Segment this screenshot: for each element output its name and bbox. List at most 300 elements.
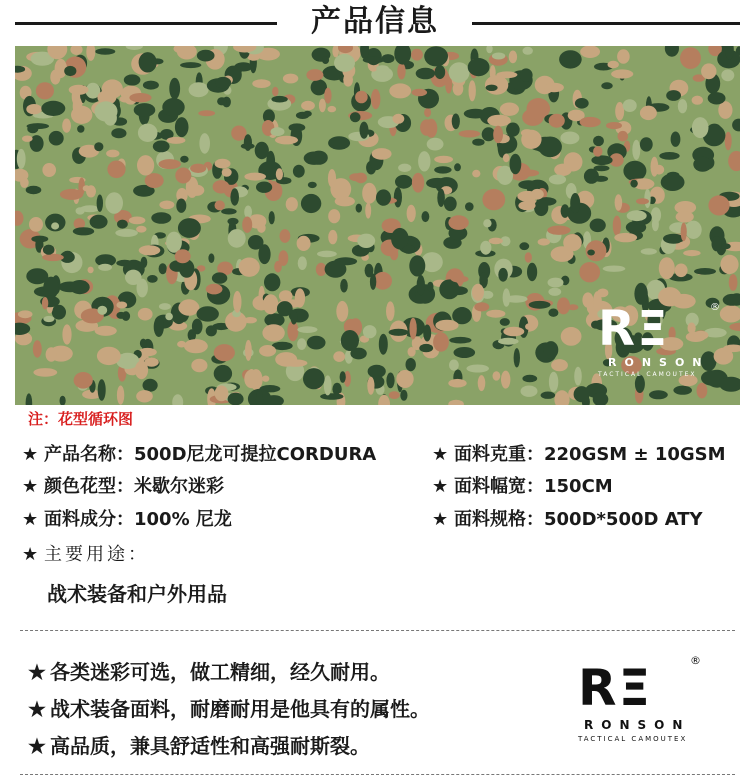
camo-blob: [408, 347, 416, 357]
camo-blob: [206, 284, 223, 295]
camo-blob: [570, 193, 580, 213]
camo-blob: [468, 58, 490, 76]
camo-blob: [486, 46, 492, 53]
camo-blob: [356, 204, 362, 213]
camo-blob: [527, 263, 537, 281]
camo-blob: [632, 140, 640, 160]
camo-blob: [197, 50, 215, 62]
camo-blob: [641, 106, 656, 118]
camo-blob: [378, 395, 390, 405]
camo-blob: [198, 110, 215, 116]
camo-blob: [328, 230, 337, 244]
camo-blob: [549, 175, 566, 185]
camo-blob: [394, 187, 402, 207]
camo-blob: [503, 154, 510, 162]
camo-blob: [166, 232, 182, 253]
camo-blob: [444, 197, 457, 212]
camo-blob: [439, 279, 459, 299]
camo-blob: [459, 130, 481, 137]
camo-blob: [335, 196, 355, 206]
camo-blob: [244, 134, 252, 151]
camo-blob: [611, 69, 633, 78]
camo-blob: [448, 400, 464, 405]
camo-blob: [630, 180, 637, 188]
camo-blob: [76, 207, 85, 214]
camo-blob: [485, 75, 508, 95]
star-icon: ★: [22, 476, 39, 497]
camo-blob: [206, 325, 217, 336]
camo-blob: [498, 338, 519, 345]
camo-blob: [593, 136, 604, 146]
header-line-right: [472, 22, 740, 25]
camo-blob: [551, 359, 568, 371]
camo-blob: [214, 344, 235, 361]
camo-blob: [138, 308, 153, 321]
camo-blob: [178, 218, 201, 238]
camo-blob: [215, 77, 231, 89]
camo-blob: [125, 270, 142, 285]
camo-blob: [262, 324, 284, 341]
camo-blob: [138, 124, 158, 142]
camo-blob: [603, 266, 626, 272]
camo-blob: [43, 245, 55, 255]
camo-blob: [590, 219, 606, 233]
camo-blob: [334, 54, 355, 72]
camo-blob: [310, 151, 328, 165]
camo-blob: [618, 131, 629, 142]
camo-blob: [423, 325, 431, 342]
camo-blob: [396, 370, 413, 388]
camo-blob: [86, 46, 95, 61]
camo-blob: [184, 339, 208, 353]
camo-blob: [683, 250, 700, 256]
brand-logo-overlay: [598, 301, 723, 378]
camo-blob: [107, 161, 125, 179]
camo-blob: [41, 101, 65, 116]
camo-blob: [549, 372, 558, 392]
camo-blob: [661, 173, 685, 191]
camo-blob: [297, 338, 306, 350]
camo-blob: [435, 320, 458, 331]
camo-blob: [343, 73, 353, 87]
camo-blob: [509, 51, 517, 64]
camo-blob: [422, 211, 430, 222]
camo-blob: [320, 393, 343, 400]
camo-blob: [449, 360, 459, 371]
camo-blob: [50, 70, 60, 85]
camo-blob: [389, 83, 411, 98]
camo-blob: [116, 312, 125, 319]
camo-blob: [517, 191, 538, 202]
camo-blob: [486, 310, 505, 318]
camo-blob: [697, 383, 708, 399]
camo-blob: [363, 57, 385, 64]
star-icon: ★: [22, 444, 39, 465]
camo-blob: [307, 336, 326, 350]
camo-blob: [580, 117, 601, 127]
camo-blob: [244, 206, 252, 219]
camo-blob: [454, 163, 461, 171]
camo-blob: [191, 359, 207, 372]
camo-blob: [427, 138, 444, 151]
camo-blob: [239, 258, 260, 277]
camo-blob: [252, 79, 270, 88]
camo-blob: [480, 241, 491, 255]
camo-blob: [721, 243, 731, 249]
camo-blob: [140, 339, 147, 348]
camo-blob: [162, 98, 184, 116]
feature-item: ★ 战术装备面料，耐磨耐用是他具有的属性。: [28, 697, 430, 721]
camo-blob: [406, 358, 416, 371]
camo-blob: [105, 192, 123, 214]
camo-blob: [418, 151, 430, 171]
spec-width: ★ 面料幅宽：150CM: [432, 476, 613, 497]
camo-blob: [77, 125, 84, 133]
camo-blob: [83, 185, 90, 191]
camo-blob: [449, 337, 471, 344]
camo-blob: [449, 62, 470, 83]
camo-blob: [97, 195, 103, 212]
camo-blob: [94, 142, 103, 151]
camo-blob: [26, 186, 42, 194]
camo-blob: [435, 65, 446, 79]
camo-blob: [424, 108, 431, 117]
camo-blob: [289, 123, 306, 131]
camo-blob: [412, 89, 428, 96]
camo-blob: [510, 154, 522, 175]
camo-blob: [90, 215, 108, 229]
camo-blob: [295, 288, 305, 307]
camo-blob: [518, 180, 538, 189]
camo-blob: [472, 139, 484, 146]
camo-blob: [36, 82, 54, 99]
camo-blob: [33, 340, 42, 357]
camo-blob: [136, 390, 153, 402]
camo-blob: [519, 242, 529, 250]
camo-blob: [561, 204, 570, 218]
camo-blob: [541, 392, 556, 399]
camo-blob: [190, 164, 206, 173]
camo-blob: [544, 83, 564, 92]
camo-blob: [116, 302, 127, 309]
camo-blob: [651, 157, 659, 177]
camo-blob: [534, 199, 548, 216]
camo-blob: [221, 208, 237, 214]
camo-blob: [139, 245, 161, 255]
feature-item: ★ 各类迷彩可选，做工精细，经久耐用。: [28, 660, 390, 684]
camo-blob: [297, 236, 311, 251]
brand-mark: RΞ: [578, 659, 653, 717]
camo-blob: [623, 99, 637, 112]
camo-blob: [27, 125, 38, 134]
star-icon: ★: [22, 509, 39, 530]
spec-weight: ★ 面料克重：220GSM ± 10GSM: [432, 444, 726, 465]
camo-blob: [554, 390, 569, 405]
camo-blob: [397, 63, 405, 80]
camo-blob: [306, 69, 323, 81]
camo-blob: [29, 217, 43, 232]
spec-color-pattern: ★ 颜色花型：米歇尔迷彩: [22, 476, 224, 497]
divider-bottom: [20, 774, 735, 775]
camo-blob: [126, 46, 143, 50]
camo-blob: [694, 268, 716, 275]
registered-mark: ®: [690, 654, 701, 667]
camo-blob: [409, 318, 416, 340]
camo-blob: [587, 250, 595, 256]
camo-blob: [559, 50, 582, 68]
camo-blob: [659, 257, 675, 279]
camo-blob: [255, 142, 269, 159]
camo-blob: [98, 379, 106, 400]
camo-blob: [298, 256, 307, 270]
camo-blob: [712, 236, 722, 251]
camo-blob: [43, 316, 54, 322]
camo-blob: [264, 273, 280, 291]
camo-blob: [407, 205, 416, 222]
camo-blob: [26, 268, 48, 284]
camo-blob: [51, 222, 59, 229]
camo-blob: [386, 373, 394, 389]
camo-blob: [724, 294, 740, 304]
star-icon: ★: [28, 734, 46, 758]
camo-blob: [33, 368, 57, 377]
camo-blob: [563, 234, 582, 251]
camo-blob: [135, 361, 148, 379]
camo-blob: [248, 235, 264, 250]
camo-blob: [465, 202, 474, 211]
camo-blob: [376, 189, 391, 205]
star-icon: ★: [22, 544, 39, 565]
camo-blob: [419, 344, 433, 352]
camo-blob: [371, 89, 380, 109]
camo-blob: [325, 261, 347, 278]
camo-blob: [49, 131, 64, 146]
camo-blob: [518, 201, 535, 210]
camo-blob: [262, 376, 269, 382]
camo-blob: [215, 200, 225, 210]
camo-blob: [70, 280, 90, 294]
camo-blob: [525, 323, 532, 329]
registered-mark: ®: [710, 302, 720, 313]
camo-blob: [159, 263, 167, 274]
camo-blob: [97, 306, 107, 315]
camo-blob: [640, 137, 653, 151]
feature-item: ★ 高品质，兼具舒适性和高强耐斯裂。: [28, 734, 370, 758]
camo-blob: [355, 91, 368, 104]
camo-blob: [417, 275, 425, 295]
camo-blob: [145, 173, 164, 188]
camo-blob: [623, 161, 646, 181]
camo-blob: [303, 368, 325, 389]
camo-blob: [601, 82, 612, 89]
camo-blob: [448, 379, 466, 388]
camo-fabric-image: [15, 46, 740, 405]
camo-blob: [487, 115, 511, 127]
camo-blob: [574, 367, 582, 386]
camo-blob: [544, 341, 559, 359]
camo-blob: [427, 282, 433, 292]
camo-blob: [277, 301, 293, 316]
brand-name: RONSON: [608, 356, 710, 369]
camo-blob: [42, 163, 56, 177]
camo-blob: [263, 294, 278, 314]
camo-blob: [564, 152, 583, 171]
camo-blob: [454, 347, 476, 358]
camo-blob: [18, 310, 33, 318]
camo-blob: [71, 106, 92, 124]
camo-blob: [95, 326, 117, 336]
camo-blob: [673, 386, 692, 395]
camo-blob: [676, 211, 694, 222]
camo-blob: [64, 66, 76, 76]
camo-blob: [62, 119, 71, 133]
camo-blob: [365, 203, 371, 219]
camo-blob: [362, 183, 376, 204]
camo-blob: [519, 170, 539, 177]
camo-blob: [472, 284, 484, 301]
brand-logo: [578, 654, 708, 743]
camo-blob: [729, 323, 740, 331]
camo-blob: [614, 233, 637, 242]
brand-name: RONSON: [584, 718, 691, 732]
camo-blob: [322, 56, 329, 64]
camo-blob: [525, 252, 532, 262]
camo-blob: [117, 220, 128, 229]
camo-blob: [386, 301, 395, 321]
camo-blob: [492, 53, 505, 60]
camo-blob: [357, 234, 375, 248]
camo-blob: [679, 242, 687, 248]
camo-blob: [398, 164, 411, 172]
camo-blob: [215, 386, 229, 402]
camo-blob: [615, 194, 623, 211]
camo-blob: [208, 253, 214, 263]
camo-blob: [180, 156, 188, 163]
camo-blob: [95, 48, 115, 54]
camo-blob: [308, 182, 317, 188]
star-icon: ★: [432, 476, 449, 497]
camo-blob: [172, 394, 183, 405]
camo-blob: [199, 133, 210, 154]
camo-blob: [692, 96, 703, 105]
camo-blob: [489, 238, 503, 245]
camo-blob: [153, 141, 170, 153]
camo-blob: [548, 309, 558, 317]
camo-blob: [167, 137, 186, 144]
camo-blob: [137, 155, 154, 175]
camo-blob: [692, 117, 709, 138]
camo-blob: [652, 217, 659, 231]
camo-blob: [213, 180, 230, 193]
camo-blob: [379, 334, 388, 355]
camo-blob: [328, 209, 340, 223]
camo-blob: [636, 198, 649, 204]
camo-blob: [272, 87, 278, 96]
camo-blob: [97, 347, 121, 365]
camo-blob: [177, 46, 197, 60]
camo-blob: [547, 226, 570, 235]
camo-blob: [608, 61, 619, 69]
camo-blob: [197, 306, 219, 321]
camo-blob: [176, 199, 186, 213]
camo-blob: [328, 106, 337, 112]
camo-blob: [649, 390, 668, 399]
camo-blob: [591, 155, 612, 165]
camo-blob: [336, 301, 348, 322]
camo-blob: [280, 229, 291, 243]
camo-blob: [46, 347, 57, 361]
camo-blob: [42, 297, 48, 309]
camo-blob: [178, 300, 199, 316]
camo-blob: [136, 226, 146, 233]
usage-label: ★ 主要用途：: [22, 544, 149, 565]
camo-blob: [257, 223, 266, 233]
camo-blob: [111, 128, 126, 138]
camo-blob: [729, 274, 738, 291]
camo-blob: [319, 99, 326, 113]
camo-blob: [244, 173, 266, 181]
camo-blob: [115, 229, 138, 237]
camo-blob: [159, 303, 171, 310]
camo-blob: [367, 377, 374, 395]
camo-blob: [521, 130, 541, 149]
camo-blob: [678, 99, 687, 113]
camo-blob: [466, 365, 489, 373]
camo-blob: [538, 137, 562, 158]
camo-blob: [301, 101, 315, 111]
camo-blob: [732, 119, 740, 132]
camo-blob: [469, 80, 476, 101]
divider-top: [20, 630, 735, 631]
camo-blob: [376, 65, 389, 71]
camo-blob: [230, 188, 239, 205]
camo-blob: [486, 85, 498, 91]
camo-blob: [159, 201, 174, 210]
camo-blob: [478, 375, 486, 391]
camo-blob: [675, 264, 688, 278]
camo-blob: [52, 305, 66, 320]
camo-blob: [328, 169, 336, 187]
camo-blob: [433, 332, 449, 351]
camo-blob: [523, 47, 533, 55]
camo-blob: [124, 74, 141, 85]
page-title: 产品信息: [311, 4, 439, 39]
camo-blob: [259, 345, 276, 357]
camo-blob: [26, 393, 33, 405]
camo-blob: [98, 264, 112, 271]
camo-blob: [117, 386, 124, 405]
camo-blob: [529, 301, 551, 309]
camo-blob: [420, 119, 433, 135]
camo-blob: [416, 68, 435, 80]
camo-blob: [169, 78, 180, 100]
camo-blob: [360, 122, 369, 139]
camo-blob: [548, 288, 561, 296]
camo-blob: [574, 386, 590, 402]
camo-blob: [409, 255, 425, 276]
camo-blob: [22, 136, 33, 142]
camo-blob: [452, 114, 460, 130]
camo-blob: [411, 49, 423, 61]
camo-blob: [244, 317, 257, 323]
spec-specification: ★ 面料规格：500D*500D ATY: [432, 509, 703, 530]
camo-blob: [286, 197, 298, 211]
camo-blob: [393, 114, 405, 124]
camo-blob: [317, 251, 337, 258]
spec-composition: ★ 面料成分：100% 尼龙: [22, 509, 232, 530]
camo-blob: [143, 81, 159, 90]
camo-blob: [400, 390, 407, 401]
